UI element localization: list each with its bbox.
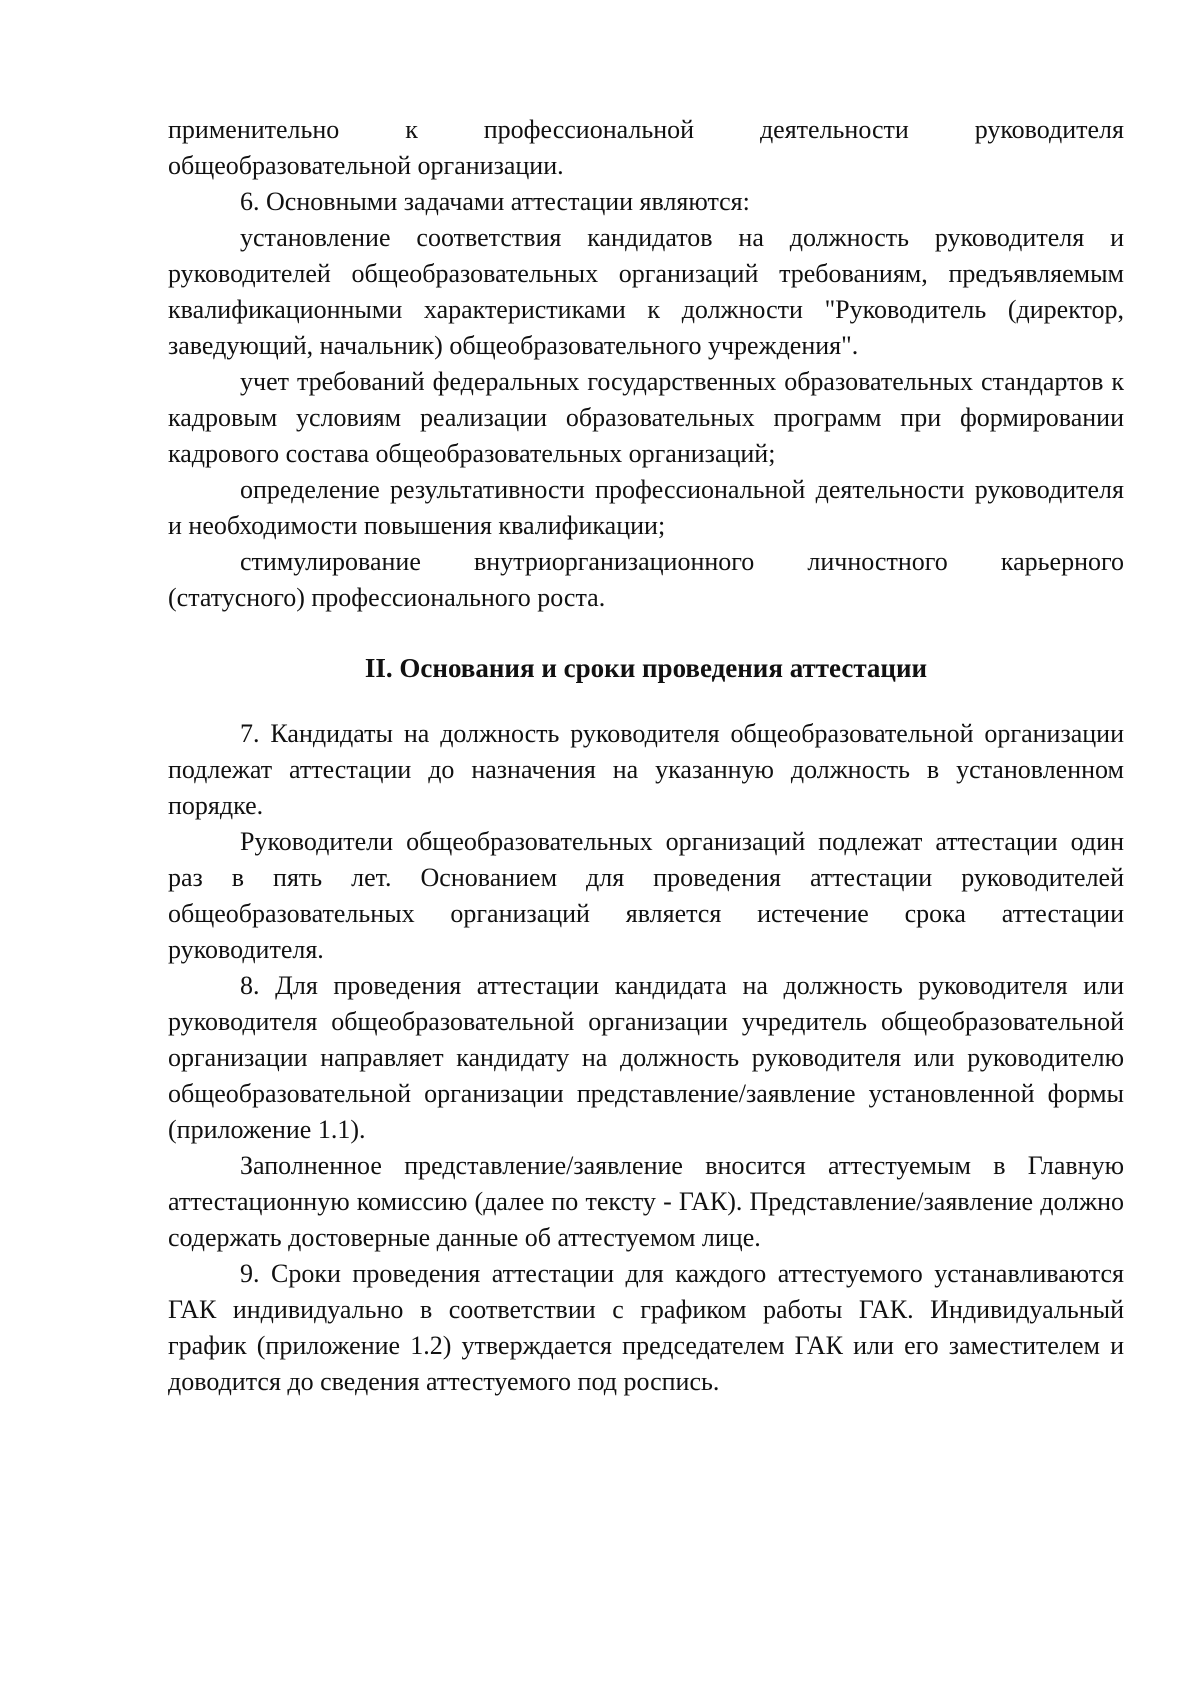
- paragraph-item-7: 7. Кандидаты на должность руководителя общеобразовательной организации подлежат аттестации до назначения на указанную должность в установленном порядке.: [168, 719, 1124, 820]
- paragraph-item-9: 9. Сроки проведения аттестации для каждого аттестуемого устанавливаются ГАК индивидуально в соответствии с графиком работы ГАК. Индивидуальный график (приложение 1.2) утверждается председателем ГАК или его заместителем и доводится до сведения аттестуемого под роспись.: [168, 1259, 1124, 1396]
- section-heading: II. Основания и сроки проведения аттестации: [364, 653, 928, 683]
- paragraph-application: Заполненное представление/заявление вносится аттестуемым в Главную аттестационную комиссию (далее по тексту - ГАК). Представление/заявление должно содержать достоверные данные об аттестуемом лице.: [168, 1151, 1124, 1252]
- paragraph-task-performance: определение результативности профессиональной деятельности руководителя и необходимости повышения квалификации;: [168, 475, 1124, 540]
- paragraph-task-career: стимулирование внутриорганизационного личностного карьерного (статусного) профессионального роста.: [168, 547, 1124, 612]
- document-body: [168, 112, 1124, 1400]
- paragraph-item-6: 6. Основными задачами аттестации являются:: [240, 187, 750, 216]
- paragraph-task-compliance: установление соответствия кандидатов на должность руководителя и руководителей общеобразовательных организаций требованиям, предъявляемым квалификационными характеристиками к должности "Руководитель (директор, заведующий, начальник) общеобразовательного учреждения".: [168, 223, 1124, 360]
- paragraph-leaders-period: Руководители общеобразовательных организаций подлежат аттестации один раз в пять лет. Основанием для проведения аттестации руководителей общеобразовательных организаций является истечение срока аттестации руководителя.: [168, 827, 1124, 964]
- paragraph-continuation: применительно к профессиональной деятельности руководителя общеобразовательной организации.: [168, 115, 1124, 180]
- paragraph-task-standards: учет требований федеральных государственных образовательных стандартов к кадровым условиям реализации образовательных программ при формировании кадрового состава общеобразовательных организаций;: [168, 367, 1124, 468]
- paragraph-item-8: 8. Для проведения аттестации кандидата на должность руководителя или руководителя общеобразовательной организации учредитель общеобразовательной организации направляет кандидату на должность руководителя или руководителю общеобразовательной организации представление/заявление установленной формы (приложение 1.1).: [168, 971, 1124, 1144]
